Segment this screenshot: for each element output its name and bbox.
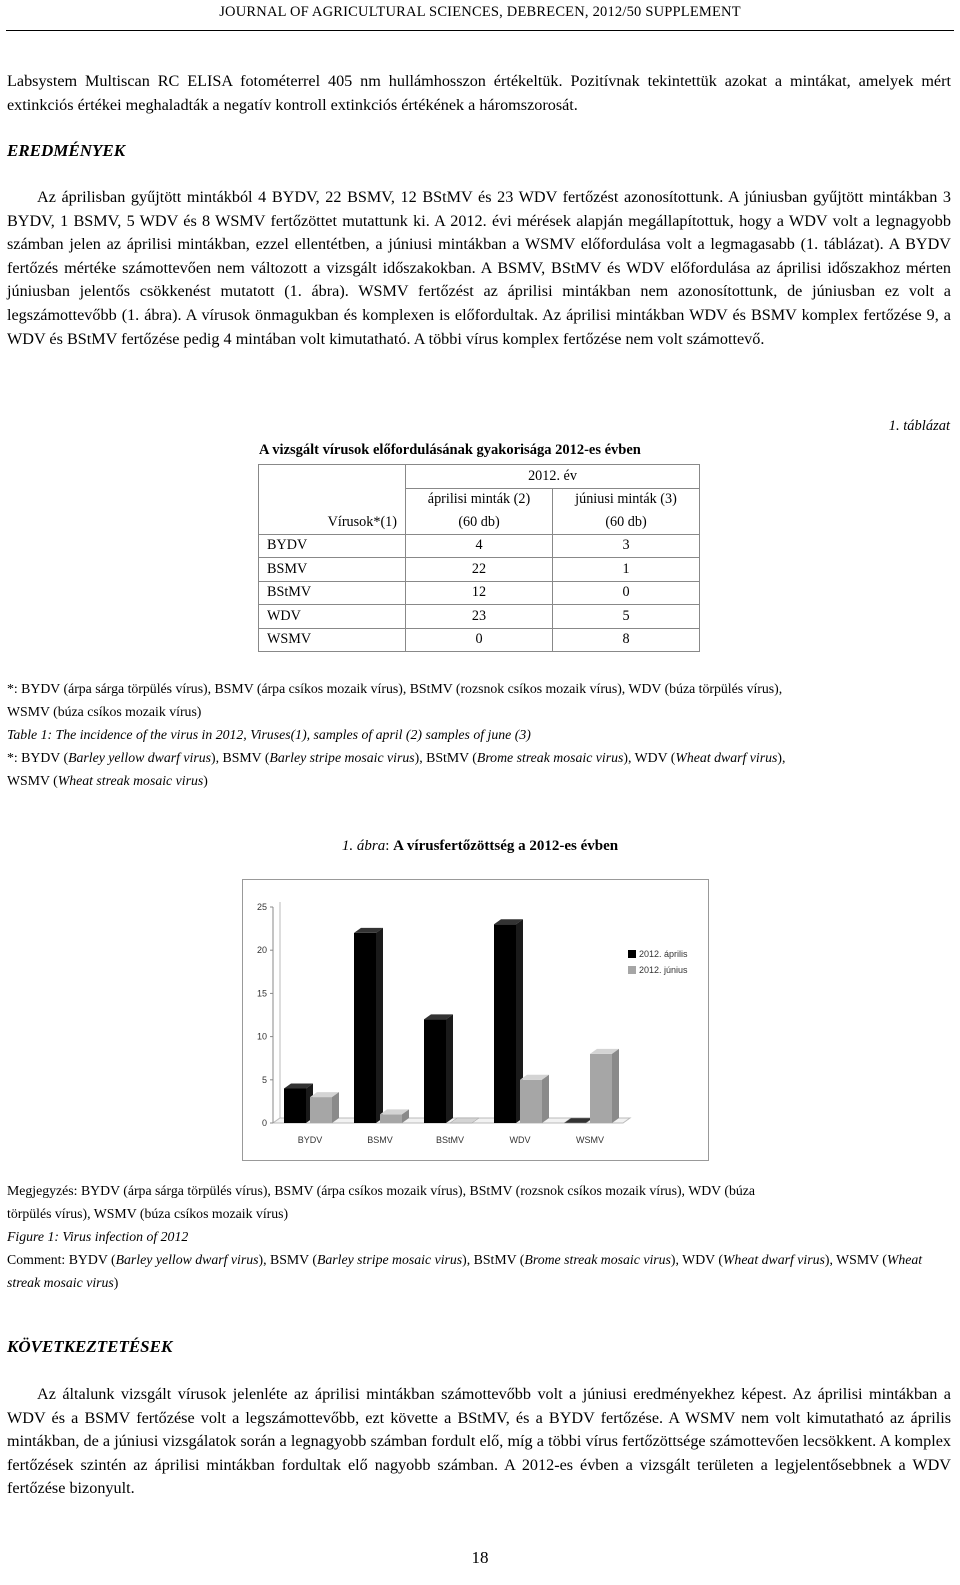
bar-wsmv-june — [590, 1049, 619, 1123]
legend-label: 2012. június — [639, 965, 688, 975]
y-tick-label: 5 — [261, 1074, 267, 1085]
june-cell: 5 — [553, 605, 700, 629]
bar-bsmv-april — [354, 928, 383, 1123]
x-tick-label: WSMV — [576, 1135, 604, 1145]
col-june-header: júniusi minták (3) — [553, 488, 700, 511]
june-cell: 0 — [553, 581, 700, 605]
x-tick-label: BStMV — [435, 1135, 465, 1145]
bar-wdv-june — [520, 1075, 549, 1123]
legend-swatch — [628, 950, 636, 958]
table-note-hu: *: BYDV (árpa sárga törpülés vírus), BSMV (árpa csíkos mozaik vírus), BStMV (rozsnok csíkos mozaik vírus), WDV (búza törpülés vírus), WSMV (búza csíkos mozaik vírus) — [7, 681, 783, 719]
table-row — [259, 558, 700, 582]
table-row — [259, 605, 700, 629]
april-cell: 23 — [406, 605, 553, 629]
page-number: 18 — [471, 1548, 489, 1567]
virus-cell: WSMV — [259, 628, 406, 652]
conclusions-heading: KÖVETKEZTETÉSEK — [7, 1337, 173, 1356]
figure-title: 1. ábra: A vírusfertőzöttség a 2012-es évben — [341, 838, 619, 854]
x-tick-label: WDV — [509, 1135, 531, 1145]
april-count-header: (60 db) — [406, 511, 553, 534]
y-tick-label: 25 — [256, 902, 267, 912]
april-cell: 22 — [406, 558, 553, 582]
conclusions-paragraph: Az általunk vizsgált vírusok jelenléte az áprilisi mintákban számottevőbb volt a júniusi eredményekhez képest. Az áprilisi mintákban a WDV és a BSMV fertőzése volt a legszámottevőbb, ezt követte a BStMV, és a BYDV fertőzése. A WSMV nem volt kimutatható az április mintákban, de a júniusi vizsgálatok során a legnagyobb számban fordult elő, míg a többi vírus fertőzöttsége számottevően lecsökkent. A komplex fertőzések szintén az áprilisi mintákban fordultak elő nagyobb számban. A 2012-es évben a vizsgált területen a legjelentősebbnek a WDV fertőzése bizonyult. — [7, 1385, 951, 1498]
bar-bydv-april — [284, 1083, 313, 1123]
y-tick-label: 10 — [256, 1031, 267, 1042]
virus-cell: BSMV — [259, 558, 406, 582]
y-tick-label: 15 — [256, 988, 267, 999]
table-row — [259, 581, 700, 605]
april-cell: 4 — [406, 534, 553, 558]
bar-bydv-june — [310, 1092, 339, 1123]
figure-note-hu: Megjegyzés: BYDV (árpa sárga törpülés vírus), BSMV (árpa csíkos mozaik vírus), BStMV (rozsnok csíkos mozaik vírus), WDV (búza törpülés vírus), WSMV (búza csíkos mozaik vírus) — [7, 1183, 755, 1221]
table-title: A vizsgált vírusok előfordulásának gyakorisága 2012-es évben — [259, 442, 641, 458]
results-heading: EREDMÉNYEK — [7, 141, 126, 160]
virus-table — [258, 464, 700, 652]
bar-chart-svg — [243, 880, 708, 1160]
journal-header: JOURNAL OF AGRICULTURAL SCIENCES, DEBRECEN, 2012/50 SUPPLEMENT — [219, 4, 741, 20]
june-count-header: (60 db) — [553, 511, 700, 534]
axis-wall — [273, 902, 280, 1123]
header-divider — [6, 30, 954, 31]
june-cell: 8 — [553, 628, 700, 652]
legend-label: 2012. április — [639, 949, 688, 959]
year-header: 2012. év — [406, 465, 700, 489]
virus-cell: WDV — [259, 605, 406, 629]
june-cell: 1 — [553, 558, 700, 582]
bar-bstmv-april — [424, 1014, 453, 1123]
virus-cell: BYDV — [259, 534, 406, 558]
y-tick-label: 0 — [261, 1118, 267, 1128]
table-note-en: *: BYDV (Barley yellow dwarf virus), BSMV (Barley stripe mosaic virus), BStMV (Brome streak mosaic virus), WDV (Wheat dwarf virus), WSMV (Wheat streak mosaic virus) — [7, 750, 786, 788]
april-cell: 0 — [406, 628, 553, 652]
col-april-header: áprilisi minták (2) — [406, 488, 553, 511]
y-tick-label: 20 — [256, 945, 267, 956]
results-paragraph: Az áprilisban gyűjtött mintákból 4 BYDV, 22 BSMV, 12 BStMV és 23 WDV fertőzést azonosítottunk. A júniusban gyűjtött mintákban 3 BYDV, 1 BSMV, 5 WDV és 8 WSMV fertőzöttet mutattunk ki. A 2012. évi mérések alapján megállapítottuk, hogy a WDV volt a legnagyobb számban jelen az áprilisi mintákban, ezzel ellentétben, a júniusi mintákban a WSMV előfordulása volt a legmagasabb (1. táblázat). A BYDV fertőzés mértéke számottevően nem változott a vizsgált időszakokban. A BSMV, BStMV és WDV előfordulása az áprilisi időszakhoz mérten júniusban jelentős csökkenést mutatott (1. ábra). WSMV fertőzést az áprilisi mintákban nem azonosítottunk, de júniusban ez volt a legszámottevőbb (1. ábra). A vírusok önmagukban és komplexen is előfordultak. Az áprilisi mintákban WDV és BSMV komplex fertőzése 9, a WDV és BStMV fertőzése pedig 4 mintában volt kimutatható. A többi vírus komplex fertőzése nem volt számottevő. — [7, 188, 951, 348]
figure-comment-en: Comment: BYDV (Barley yellow dwarf virus), BSMV (Barley stripe mosaic virus), BStMV (Brome streak mosaic virus), WDV (Wheat dwarf virus), WSMV (Wheat streak mosaic virus) — [7, 1252, 923, 1290]
virus-cell: BStMV — [259, 581, 406, 605]
table-row — [259, 628, 700, 652]
april-cell: 12 — [406, 581, 553, 605]
june-cell: 3 — [553, 534, 700, 558]
x-tick-label: BYDV — [297, 1135, 323, 1145]
table-number: 1. táblázat — [888, 418, 950, 434]
legend-swatch — [628, 966, 636, 974]
bar-wdv-april — [494, 919, 523, 1123]
bar-bsmv-june — [380, 1109, 409, 1123]
figure-caption-en: Figure 1: Virus infection of 2012 — [7, 1229, 189, 1244]
bar-chart — [242, 879, 709, 1161]
table-row — [259, 534, 700, 558]
x-tick-label: BSMV — [367, 1135, 393, 1145]
intro-paragraph: Labsystem Multiscan RC ELISA fotométerrel 405 nm hullámhosszon értékeltük. Pozitívnak tekintettük azokat a mintákat, amelyek mért extinkciós értékei meghaladták a negatív kontroll extinkciós értékének a háromszorosát. — [7, 72, 951, 114]
table-caption-en: Table 1: The incidence of the virus in 2012, Viruses(1), samples of april (2) samples of june (3) — [7, 727, 531, 742]
row-header: Vírusok*(1) — [259, 511, 406, 534]
